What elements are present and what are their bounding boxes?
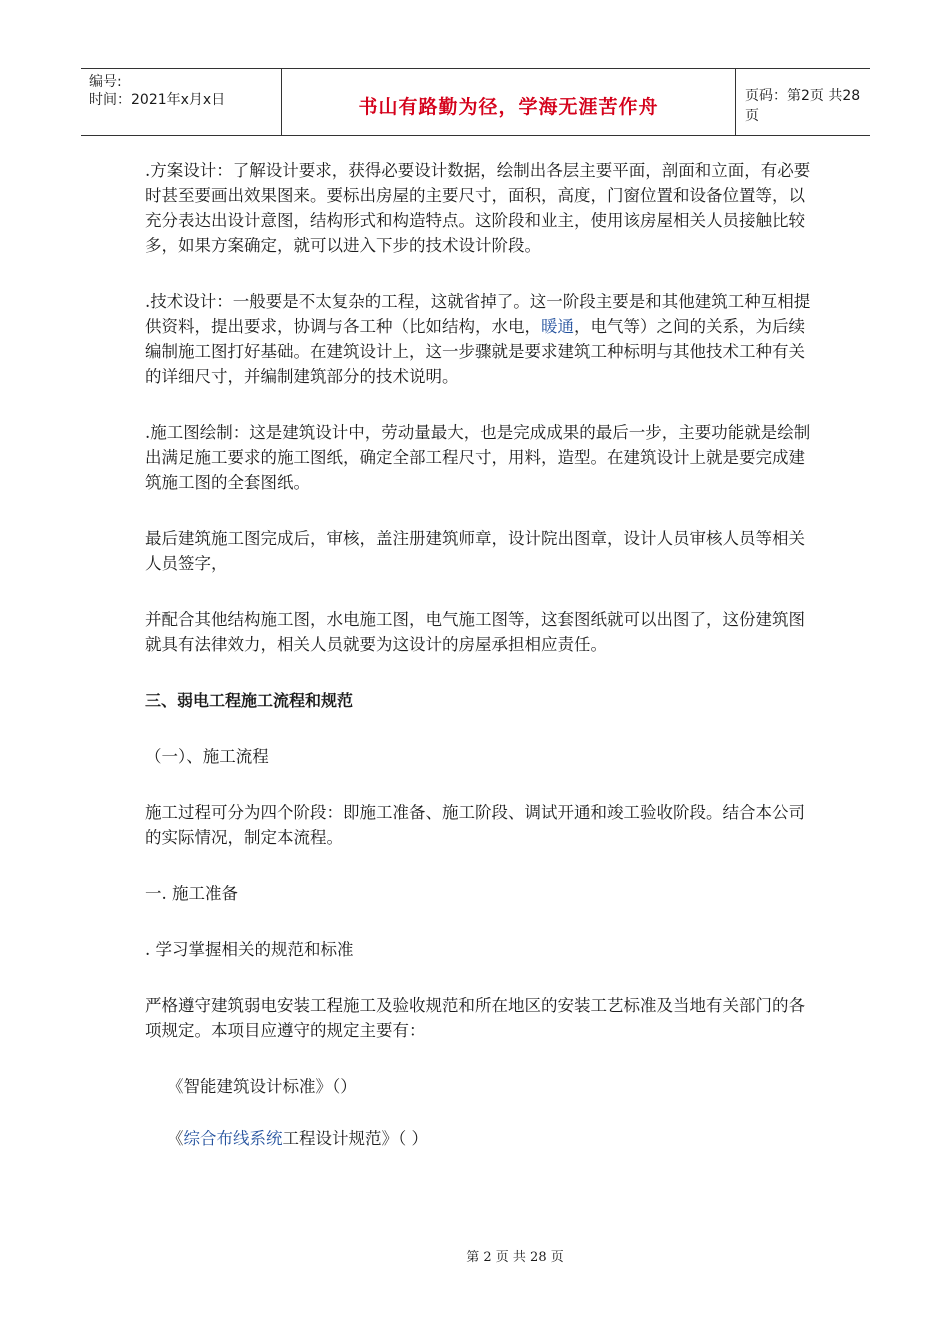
paragraph-technical-design xyxy=(145,289,815,389)
section-heading: 三、弱电工程施工流程和规范 xyxy=(145,691,354,710)
paragraph-preparation: 一. 施工准备 xyxy=(145,884,238,903)
paragraph-stages: 施工过程可分为四个阶段：即施工准备、施工阶段、调试开通和竣工验收阶段。结合本公司的实际情况，制定本流程。 xyxy=(145,803,805,847)
paragraph-review: 最后建筑施工图完成后，审核，盖注册建筑师章，设计院出图章，设计人员审核人员等相关人员签字， xyxy=(145,529,805,573)
reference-item: 《智能建筑设计标准》（） xyxy=(167,1077,357,1096)
paragraph-regulations: 严格遵守建筑弱电安装工程施工及验收规范和所在地区的安装工艺标准及当地有关部门的各项规定。本项目应遵守的规定主要有： xyxy=(145,996,805,1040)
link-cabling-system[interactable]: 综合布线系统 xyxy=(183,1129,283,1148)
paragraph-text: ，电气等）之间的关系，为后续编制施工图打好基础。在建筑设计上，这一步骤就是要求建筑工种标明与其他技术工种有关的详细尺寸，并编制建筑部分的技术说明。 xyxy=(145,317,805,386)
reference-text: 工程设计规范》（ ） xyxy=(282,1129,428,1148)
header-meta xyxy=(81,69,282,135)
time-label: 时间：2021年x月x日 xyxy=(89,92,226,108)
reference-text: 《 xyxy=(167,1129,184,1148)
header-motto: 书山有路勤为径，学海无涯苦作舟 xyxy=(282,69,736,135)
document-body xyxy=(145,158,815,1178)
paragraph-study-standards: . 学习掌握相关的规范和标准 xyxy=(145,940,354,959)
subsection-heading: （一）、施工流程 xyxy=(145,747,269,766)
number-label: 编号: xyxy=(89,74,122,90)
link-hvac[interactable]: 暖通 xyxy=(541,317,574,336)
paragraph-text: .技术设计：一般要是不太复杂的工程，这就省掉了。这一阶段主要是和其他建筑工种互相提供资料，提出要求，协调与各工种（比如结构，水电， xyxy=(145,292,811,336)
page-footer: 第 2 页 共 28 页 xyxy=(466,1250,564,1265)
paragraph-legal-effect: 并配合其他结构施工图，水电施工图，电气施工图等，这套图纸就可以出图了，这份建筑图就具有法律效力，相关人员就要为这设计的房屋承担相应责任。 xyxy=(145,610,805,654)
page-header xyxy=(81,68,870,136)
paragraph-drawing: .施工图绘制：这是建筑设计中，劳动量最大，也是完成成果的最后一步，主要功能就是绘制出满足施工要求的施工图纸，确定全部工程尺寸，用料，造型。在建筑设计上就是要完成建筑施工图的全套图纸。 xyxy=(145,423,811,492)
reference-item xyxy=(145,1126,815,1151)
paragraph-scheme-design: .方案设计：了解设计要求，获得必要设计数据，绘制出各层主要平面，剖面和立面，有必要时甚至要画出效果图来。要标出房屋的主要尺寸，面积，高度，门窗位置和设备位置等，以充分表达出设计意图，结构形式和构造特点。这阶段和业主，使用该房屋相关人员接触比较多，如果方案确定，就可以进入下步的技术设计阶段。 xyxy=(145,161,811,255)
header-page-code: 页码：第2页 共28页 xyxy=(745,88,861,124)
